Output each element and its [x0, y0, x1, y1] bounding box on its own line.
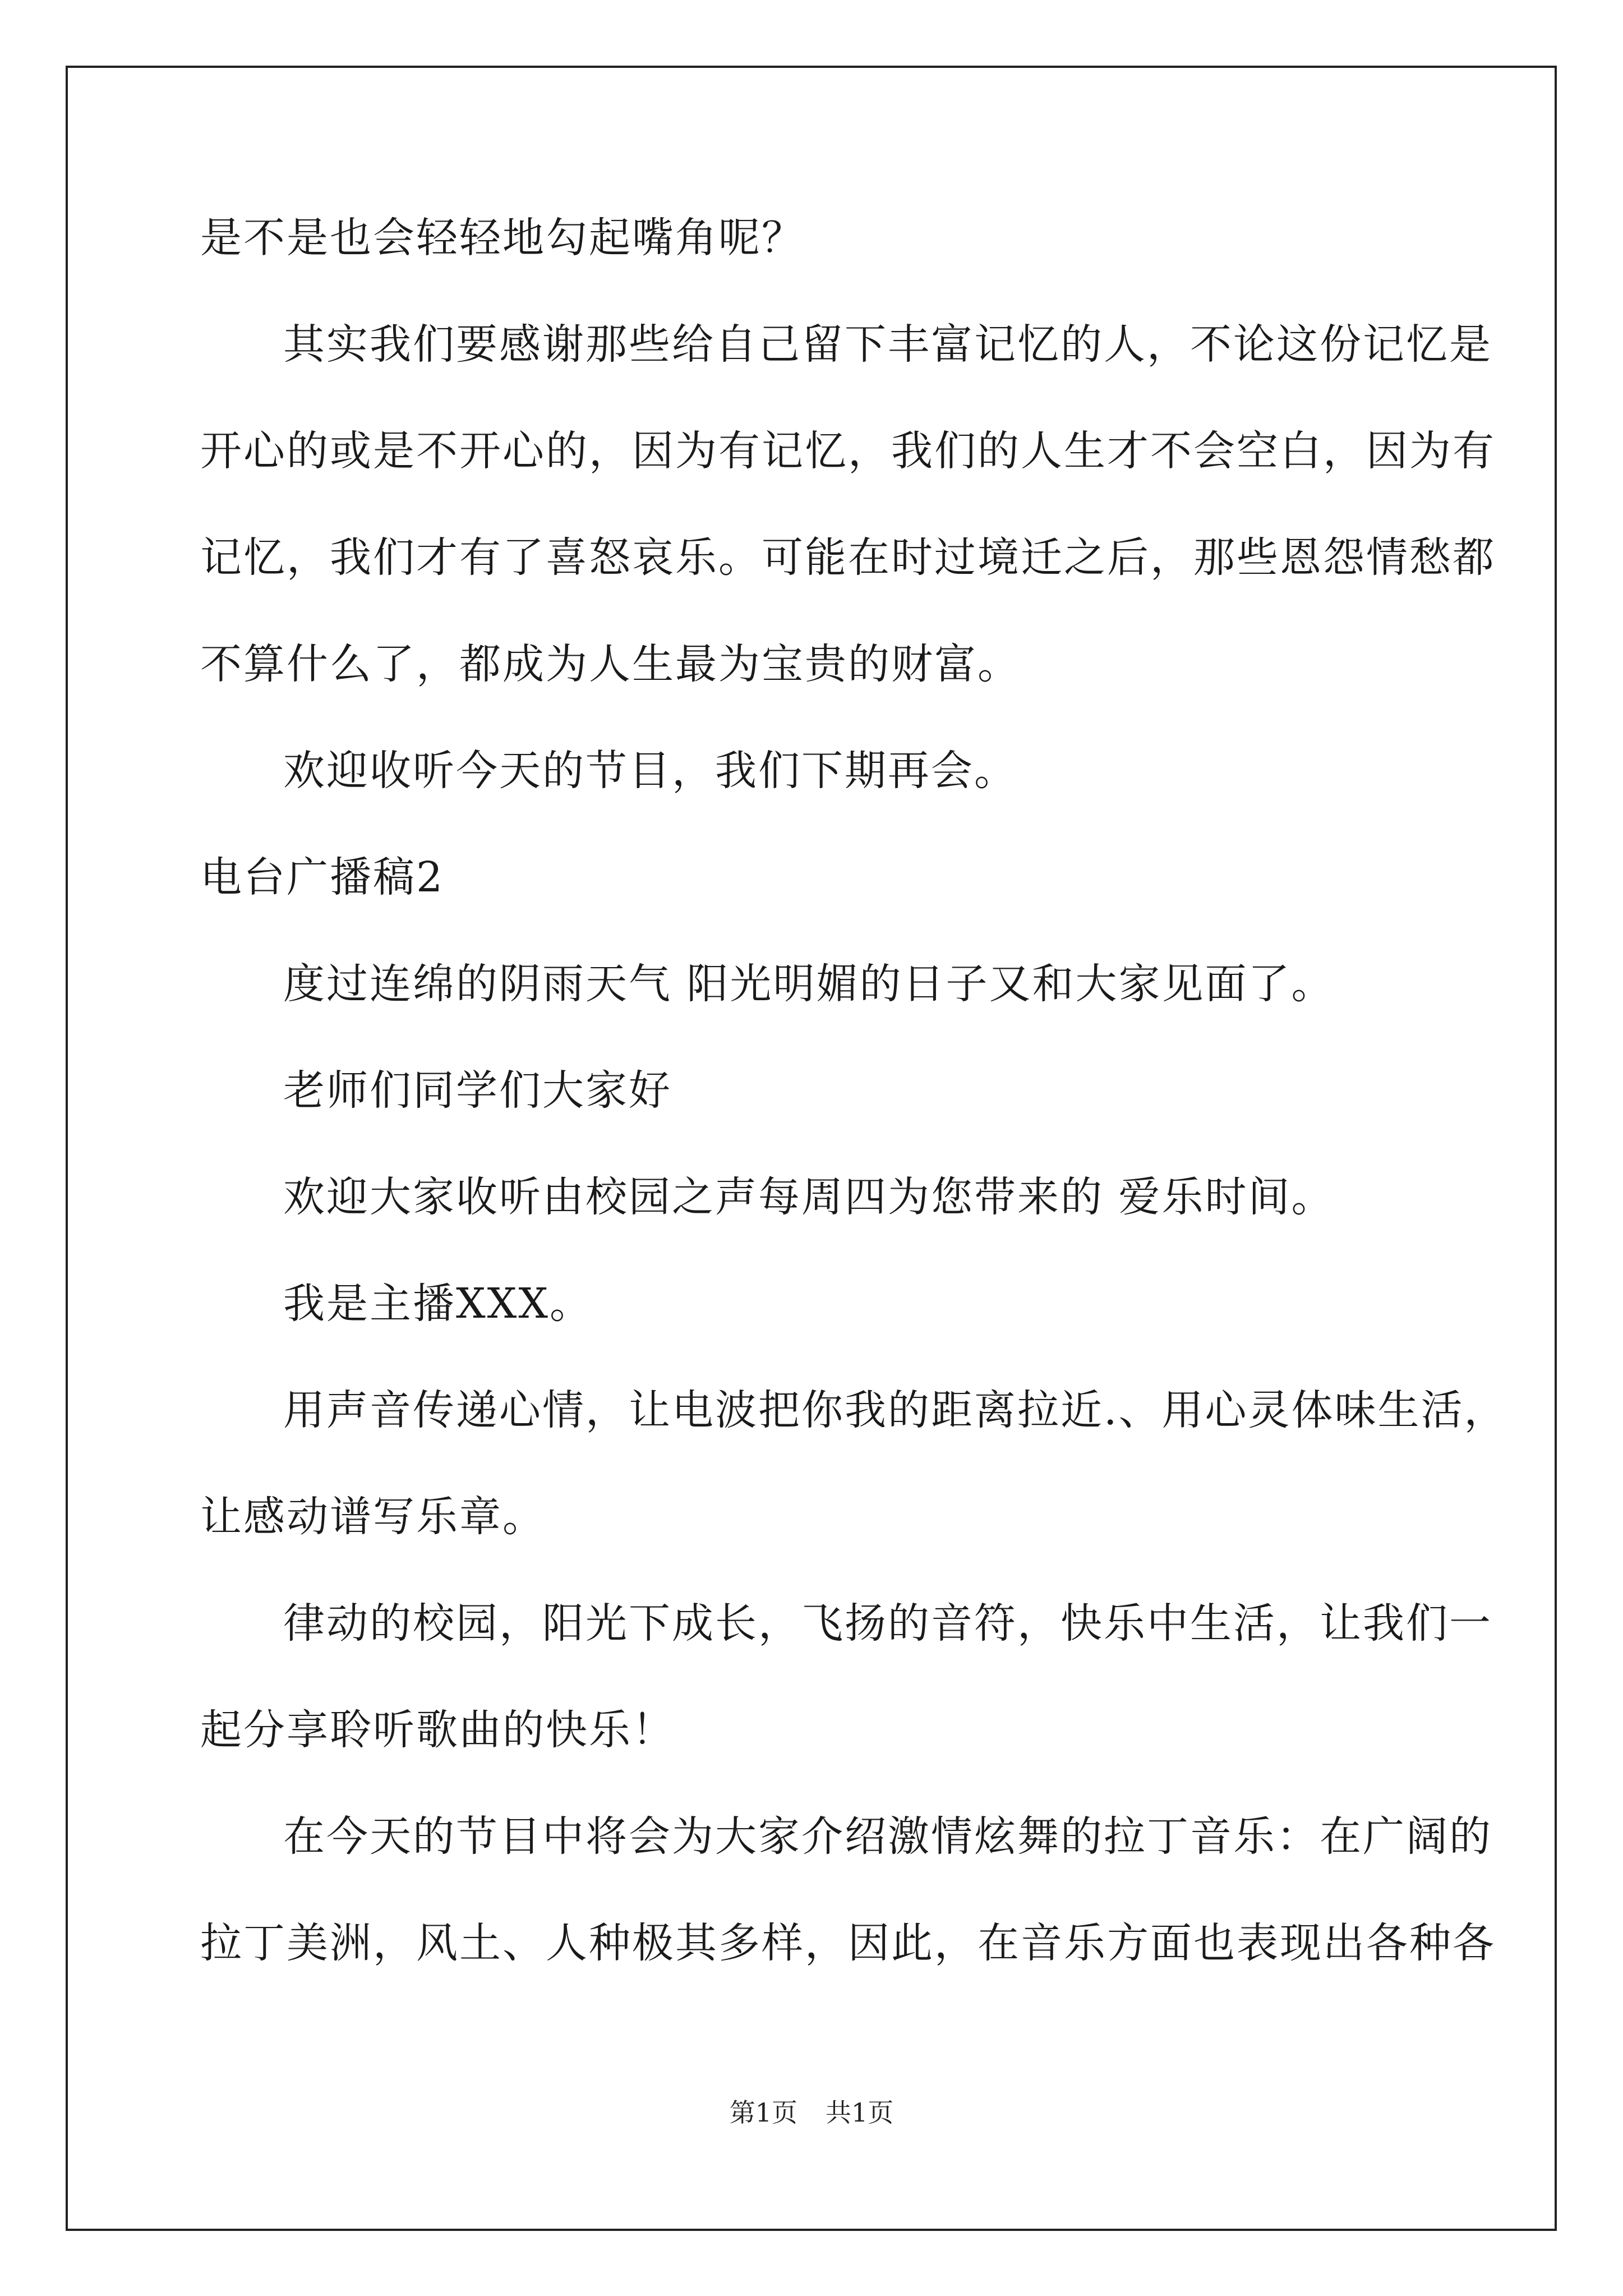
page-number-current: 第1页	[729, 2097, 797, 2128]
page-number-total: 共1页	[826, 2097, 894, 2128]
paragraph-line: 度过连绵的阴雨天气 阳光明媚的日子又和大家见面了。	[283, 960, 1335, 1008]
paragraph-line: 欢迎收听今天的节目，我们下期再会。	[283, 747, 1017, 795]
text-line: 让感动谱写乐章。	[200, 1493, 546, 1541]
page-border	[66, 66, 1557, 2231]
text-line: 不算什么了，都成为人生最为宝贵的财富。	[200, 640, 1021, 688]
text-line: 是不是也会轻轻地勾起嘴角呢？	[200, 214, 805, 262]
text-line: 开心的或是不开心的，因为有记忆，我们的人生才不会空白，因为有	[200, 427, 1496, 475]
paragraph-line: 律动的校园，阳光下成长，飞扬的音符，快乐中生活，让我们一	[283, 1599, 1492, 1648]
section-heading: 电台广播稿2	[200, 853, 445, 901]
paragraph-line: 在今天的节目中将会为大家介绍激情炫舞的拉丁音乐：在广阔的	[283, 1812, 1492, 1861]
paragraph-line: 欢迎大家收听由校园之声每周四为您带来的 爱乐时间。	[283, 1173, 1335, 1221]
paragraph-line: 我是主播XXX。	[283, 1280, 593, 1328]
text-line: 拉丁美洲，风土、人种极其多样，因此，在音乐方面也表现出各种各	[200, 1919, 1496, 1967]
page-footer	[0, 2096, 1623, 2129]
paragraph-line: 其实我们要感谢那些给自己留下丰富记忆的人，不论这份记忆是	[283, 320, 1492, 369]
text-line: 起分享聆听歌曲的快乐！	[200, 1706, 675, 1754]
paragraph-line: 老师们同学们大家好	[283, 1066, 672, 1115]
paragraph-line: 用声音传递心情，让电波把你我的距离拉近.、用心灵体味生活，	[283, 1386, 1507, 1434]
text-line: 记忆，我们才有了喜怒哀乐。可能在时过境迁之后，那些恩怨情愁都	[200, 533, 1496, 582]
